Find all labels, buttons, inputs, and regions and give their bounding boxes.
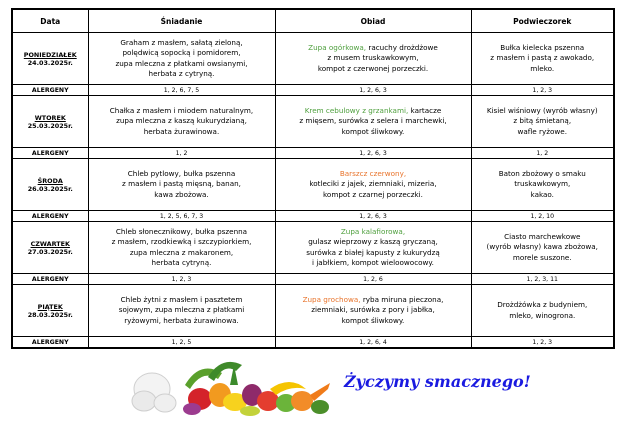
wish-text: Życzymy smacznego! — [344, 372, 531, 391]
soup-name: Zupa kalafiorowa, — [340, 226, 406, 236]
snack-cell — [471, 285, 614, 337]
menu-line: z masłem i pastą mięsną, banan, — [122, 179, 241, 189]
menu-line: polędwicą sopocką i pomidorem, — [122, 48, 241, 57]
day-cell — [12, 285, 88, 337]
allergens-snack: 1, 2, 3, 11 — [471, 274, 614, 285]
day-name: WTOREK — [34, 113, 66, 122]
day-row — [12, 96, 614, 148]
menu-line: herbata cytryną. — [151, 258, 212, 267]
menu-line: Graham z masłem, sałatą zieloną, — [120, 37, 243, 47]
menu-line: (wyrób własny) kawa zbożowa, — [486, 242, 598, 252]
allergen-label: ALERGENY — [12, 274, 88, 285]
menu-line: herbata żurawinowa. — [143, 126, 220, 136]
menu-table — [11, 8, 615, 349]
menu-line: z bitą śmietaną, — [513, 116, 572, 126]
menu-line: zupa mleczna z makaronem, — [129, 247, 234, 257]
allergen-label: ALERGENY — [12, 337, 88, 349]
menu-line: kartacze — [408, 105, 442, 115]
day-row — [12, 159, 614, 211]
allergens-lunch: 1, 2, 6, 3 — [275, 211, 471, 222]
menu-line: z musem truskawkowym, — [327, 53, 419, 63]
header-row — [12, 9, 614, 33]
snack-cell — [471, 159, 614, 211]
allergen-row — [12, 85, 614, 96]
soup-name: Zupa ogórkowa, — [308, 42, 367, 52]
allergens-breakfast: 1, 2, 5, 6, 7, 3 — [88, 211, 275, 222]
menu-line: ryżowymi, herbata żurawinowa. — [124, 315, 239, 325]
header-snack: Podwieczorek — [471, 9, 614, 33]
menu-line: Chleb pytlowy, bułka pszenna — [127, 168, 236, 178]
allergen-label: ALERGENY — [12, 148, 88, 159]
allergens-breakfast: 1, 2, 3 — [88, 274, 275, 285]
allergens-snack: 1, 2, 3 — [471, 85, 614, 96]
menu-line: mleko. — [530, 63, 555, 73]
day-name: ŚRODA — [37, 176, 63, 185]
day-cell — [12, 159, 88, 211]
menu-line: Chałka z masłem i miodem naturalnym, — [109, 105, 254, 115]
menu-line: morele suszone. — [512, 252, 572, 262]
lunch-cell — [275, 96, 471, 148]
breakfast-cell — [88, 222, 275, 274]
menu-line: kakao. — [530, 189, 554, 199]
day-name: CZWARTEK — [30, 239, 70, 248]
menu-line: truskawkowym, — [514, 179, 571, 189]
menu-line: kawa zbożowa. — [154, 189, 209, 199]
header-lunch: Obiad — [275, 9, 471, 33]
allergens-breakfast: 1, 2, 5 — [88, 337, 275, 349]
allergen-label: ALERGENY — [12, 211, 88, 222]
menu-line: kompot z czerwonej porzeczki. — [317, 63, 429, 73]
header-date: Data — [12, 9, 88, 33]
menu-line: Baton zbożowy o smaku — [498, 168, 586, 178]
allergens-breakfast: 1, 2, 6, 7, 5 — [88, 85, 275, 96]
allergens-snack: 1, 2 — [471, 148, 614, 159]
soup-name: Barszcz czerwony, — [339, 168, 407, 178]
day-cell — [12, 33, 88, 85]
allergens-lunch: 1, 2, 6 — [275, 274, 471, 285]
menu-line: Bułka kielecka pszenna — [500, 42, 585, 52]
day-cell — [12, 96, 88, 148]
fruit-vegetable-illustration — [130, 355, 335, 417]
menu-line: Kisiel wiśniowy (wyrób własny) — [486, 105, 598, 115]
allergen-row — [12, 337, 614, 349]
menu-line: kompot śliwkowy. — [341, 126, 405, 136]
menu-line: z masłem i pastą z awokado, — [490, 53, 595, 63]
allergens-breakfast: 1, 2 — [88, 148, 275, 159]
header-breakfast: Śniadanie — [88, 9, 275, 33]
menu-line: ziemniaki, surówka z pory i jabłka, — [311, 305, 435, 315]
menu-line: kompot z czarnej porzeczki. — [323, 189, 423, 199]
lunch-cell — [275, 285, 471, 337]
breakfast-cell — [88, 33, 275, 85]
soup-name: Zupa grochowa, — [302, 294, 361, 304]
day-row — [12, 33, 614, 85]
menu-line: kompot śliwkowy. — [341, 315, 405, 325]
menu-line: Chleb słonecznikowy, bułka pszenna — [115, 226, 248, 236]
day-date: 27.03.2025r. — [27, 247, 73, 256]
breakfast-cell — [88, 285, 275, 337]
allergens-lunch: 1, 2, 6, 3 — [275, 85, 471, 96]
snack-cell — [471, 222, 614, 274]
soup-name: Krem cebulowy z grzankami, — [304, 105, 409, 115]
menu-line: z masłem, rzodkiewką i szczypiorkiem, — [111, 237, 252, 246]
allergen-row — [12, 274, 614, 285]
breakfast-cell — [88, 96, 275, 148]
breakfast-cell — [88, 159, 275, 211]
allergens-lunch: 1, 2, 6, 3 — [275, 148, 471, 159]
day-date: 28.03.2025r. — [27, 310, 73, 319]
menu-line: mleko, winogrona. — [509, 310, 576, 320]
allergens-snack: 1, 2, 10 — [471, 211, 614, 222]
day-row — [12, 285, 614, 337]
allergens-snack: 1, 2, 3 — [471, 337, 614, 349]
menu-line: herbata z cytryną. — [148, 69, 215, 78]
menu-line: i jabłkiem, kompot wieloowocowy. — [312, 258, 434, 267]
day-row — [12, 222, 614, 274]
menu-line: Ciasto marchewkowe — [504, 231, 581, 241]
snack-cell — [471, 96, 614, 148]
allergens-lunch: 1, 2, 6, 4 — [275, 337, 471, 349]
day-date: 25.03.2025r. — [27, 121, 73, 130]
allergen-label: ALERGENY — [12, 85, 88, 96]
menu-line: zupa mleczna z kaszą kukurydzianą, — [116, 116, 247, 126]
menu-line: z mięsem, surówka z selera i marchewki, — [299, 116, 447, 126]
menu-line: surówka z białej kapusty z kukurydzą — [306, 247, 440, 257]
lunch-cell — [275, 159, 471, 211]
day-name: PONIEDZIAŁEK — [23, 50, 77, 59]
menu-line: kotleciki z jajek, ziemniaki, mizeria, — [309, 179, 437, 189]
allergen-row — [12, 211, 614, 222]
carrot-icon — [310, 383, 330, 401]
menu-line: sojowym, zupa mleczna z płatkami — [118, 305, 245, 315]
menu-line: Drożdżówka z budyniem, — [497, 300, 588, 309]
lunch-cell — [275, 222, 471, 274]
day-name: PIĄTEK — [37, 302, 63, 311]
menu-line: zupa mleczna z płatkami owsianymi, — [115, 58, 248, 68]
menu-line: wafle ryżowe. — [517, 126, 567, 136]
allergen-row — [12, 148, 614, 159]
menu-line: ryba miruna pieczona, — [360, 294, 444, 304]
day-date: 24.03.2025r. — [27, 58, 73, 67]
menu-line: racuchy drożdżowe — [366, 42, 438, 52]
menu-line: Chleb żytni z masłem i pasztetem — [120, 294, 243, 304]
lunch-cell — [275, 33, 471, 85]
snack-cell — [471, 33, 614, 85]
menu-line: gulasz wieprzowy z kaszą gryczaną, — [308, 237, 438, 246]
day-cell — [12, 222, 88, 274]
day-date: 26.03.2025r. — [27, 184, 73, 193]
